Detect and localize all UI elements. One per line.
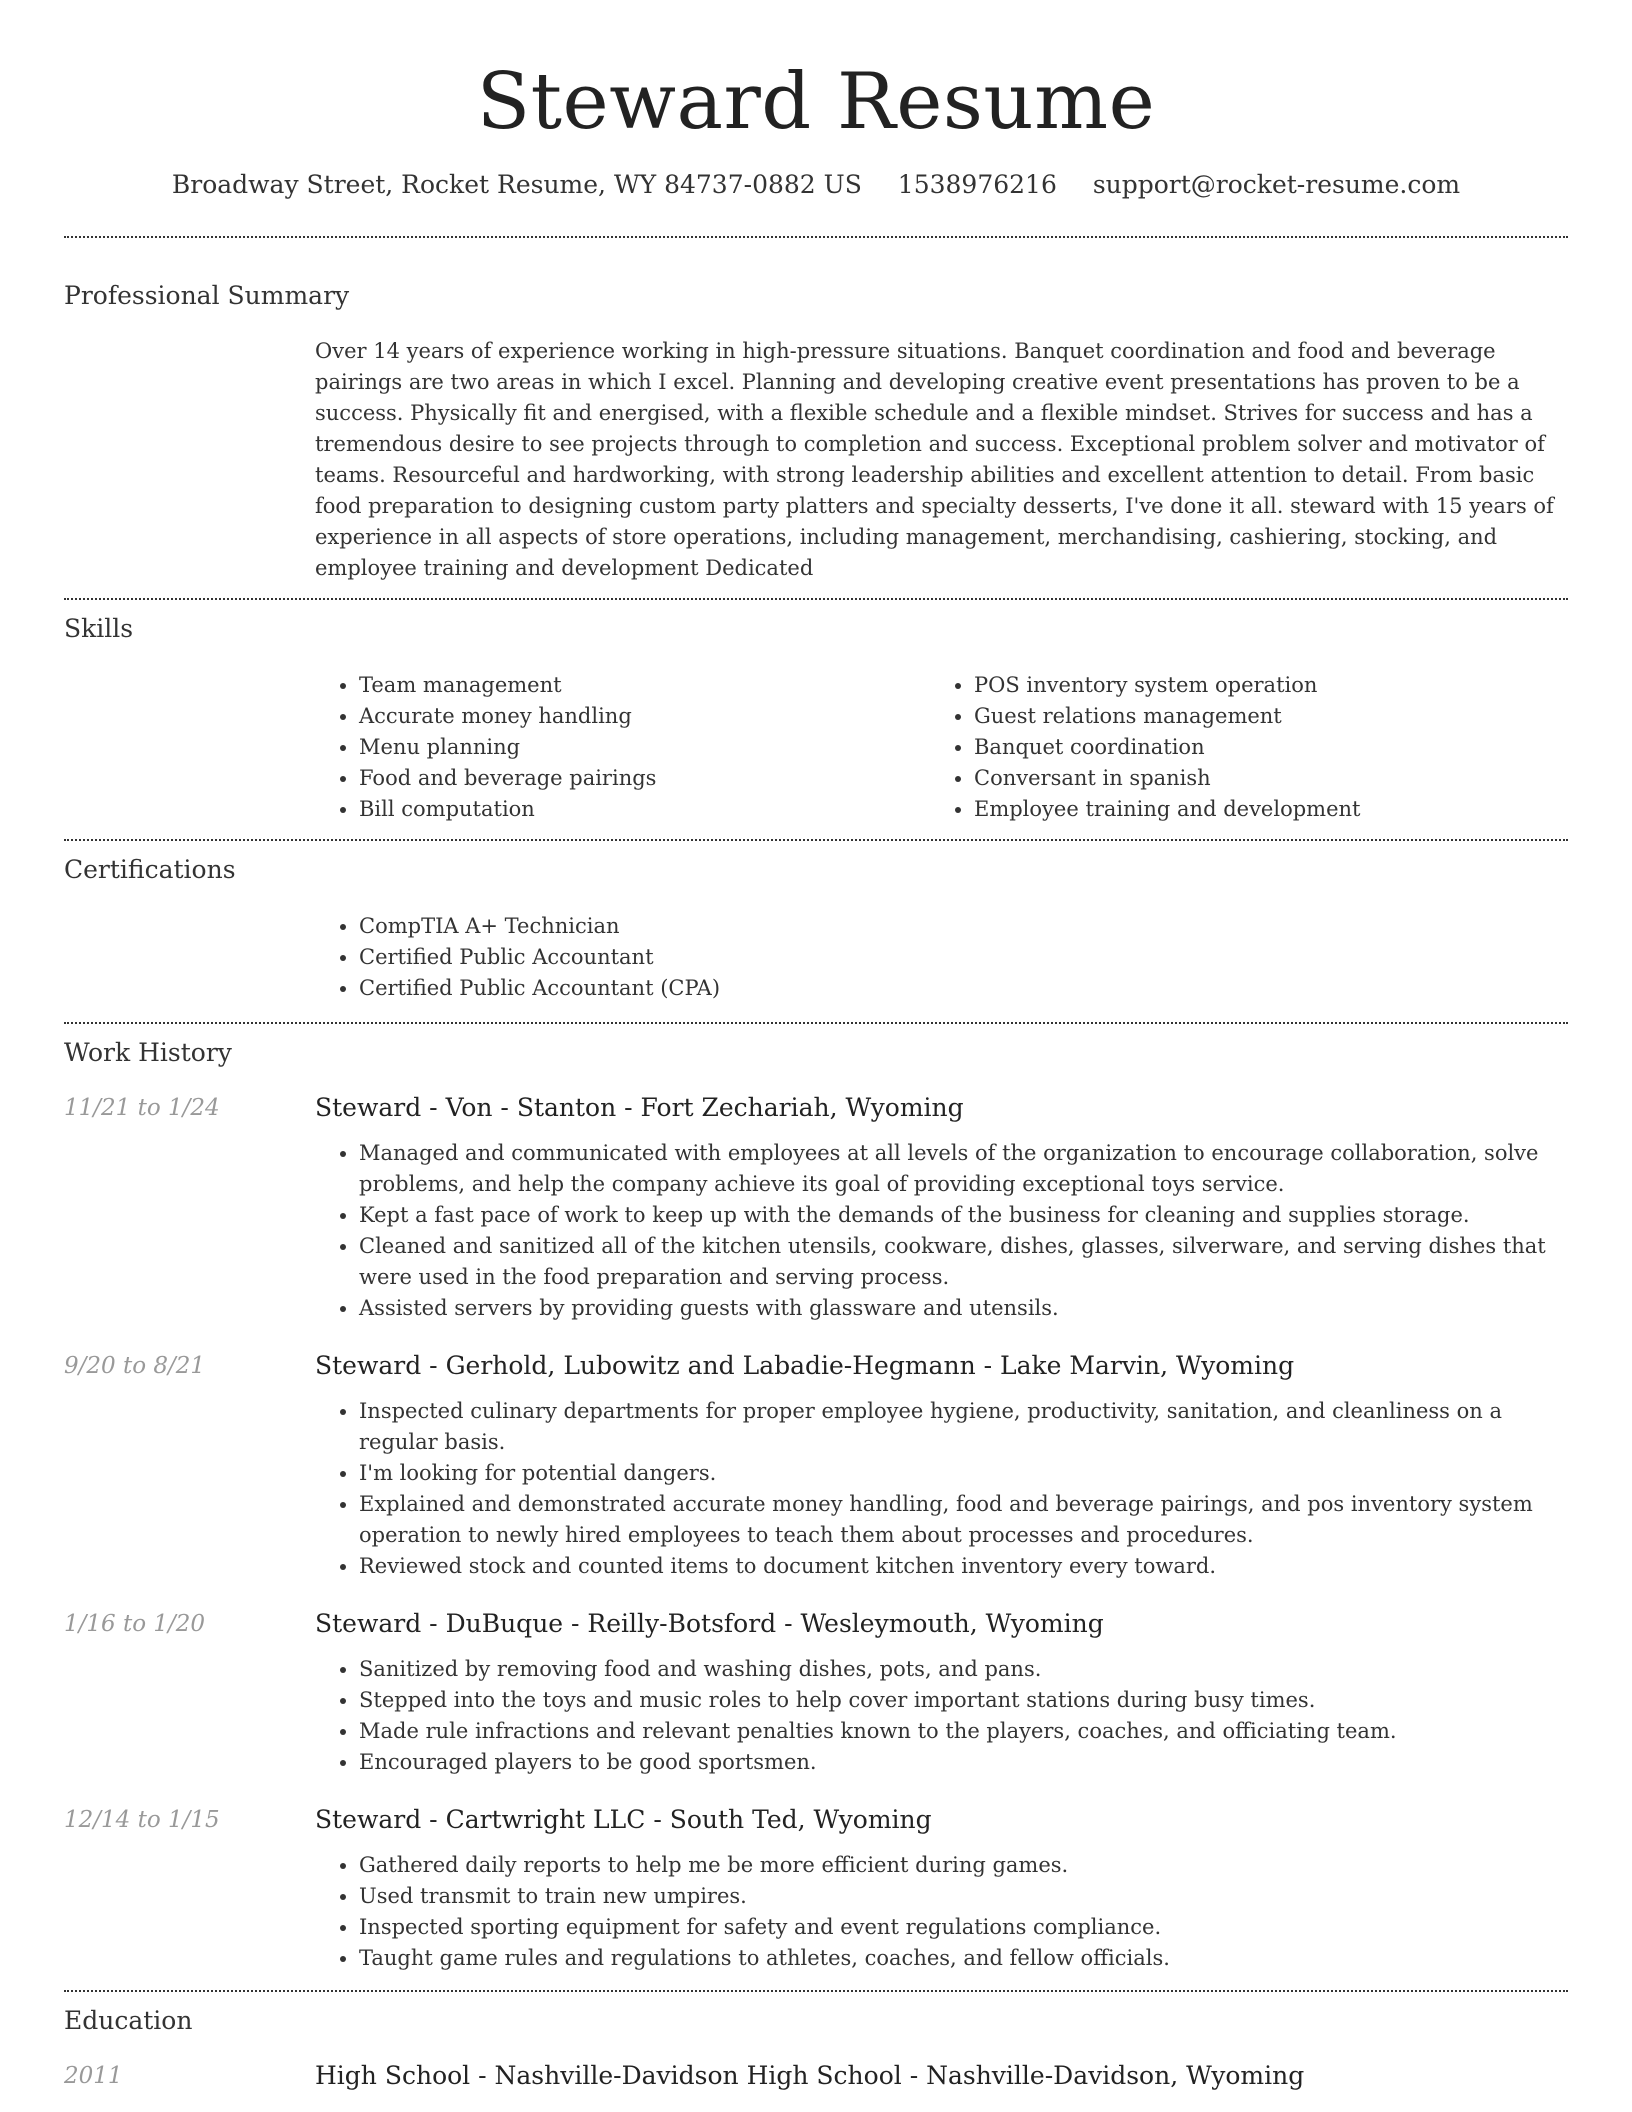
skill-item: • POS inventory system operation xyxy=(974,670,1545,701)
job-bullet: • Used transmit to train new umpires. xyxy=(359,1881,1568,1912)
job-details xyxy=(315,1350,1568,1582)
contact-phone: 1538976216 xyxy=(897,170,1057,199)
skills-column-right xyxy=(930,670,1545,825)
job-bullet: • Reviewed stock and counted items to document kitchen inventory every toward. xyxy=(359,1551,1568,1582)
job-date: 9/20 to 8/21 xyxy=(64,1353,206,1379)
resume-page xyxy=(64,0,1568,2092)
contact-line xyxy=(64,168,1568,202)
skill-item: • Employee training and development xyxy=(974,794,1545,825)
job-bullet: • Encouraged players to be good sportsmen. xyxy=(359,1747,1568,1778)
job-bullet: • Managed and communicated with employees at all levels of the organization to encourage collaboration, solve problems, and help the company achieve its goal of providing exceptional toys service. xyxy=(359,1138,1568,1200)
section-divider xyxy=(64,839,1568,841)
job-date: 1/16 to 1/20 xyxy=(64,1611,206,1637)
job-date: 12/14 to 1/15 xyxy=(64,1807,220,1833)
contact-email: support@rocket-resume.com xyxy=(1092,170,1461,199)
education-title: High School - Nashville-Davidson High School - Nashville-Davidson, Wyoming xyxy=(315,2061,1305,2090)
certification-item: • CompTIA A+ Technician xyxy=(359,911,1568,942)
skill-item: • Banquet coordination xyxy=(974,732,1545,763)
job-details xyxy=(315,1092,1568,1324)
section-divider xyxy=(64,1990,1568,1992)
education-entry xyxy=(64,2060,1568,2092)
work-history-heading: Work History xyxy=(64,1038,232,1067)
skill-item: • Team management xyxy=(359,670,930,701)
skill-item: • Menu planning xyxy=(359,732,930,763)
skill-item: • Conversant in spanish xyxy=(974,763,1545,794)
certifications-list xyxy=(315,911,1568,1022)
skills-heading: Skills xyxy=(64,614,134,643)
job-bullet: • Explained and demonstrated accurate money handling, food and beverage pairings, and pos inventory system operation to newly hired employees to teach them about processes and procedures. xyxy=(359,1489,1568,1551)
summary-text: Over 14 years of experience working in high-pressure situations. Banquet coordination and food and beverage pairings are two areas in which I excel. Planning and developing creative event presentations has proven to be a success. Physically fit and energised, with a flexible schedule and a flexible mindset. Strives for success and has a tremendous desire to see projects through to completion and success. Exceptional problem solver and motivator of teams. Resourceful and hardworking, with strong leadership abilities and excellent attention to detail. From basic food preparation to designing custom party platters and specialty desserts, I've done it all. steward with 15 years of experience in all aspects of store operations, including management, merchandising, cashiering, stocking, and employee training and development Dedicated xyxy=(315,339,1554,580)
job-bullet: • Assisted servers by providing guests with glassware and utensils. xyxy=(359,1293,1568,1324)
job-bullet: • Made rule infractions and relevant penalties known to the players, coaches, and officiating team. xyxy=(359,1716,1568,1747)
certifications-section xyxy=(64,853,1568,1022)
section-divider xyxy=(64,598,1568,600)
job-bullet: • Kept a fast pace of work to keep up with the demands of the business for cleaning and supplies storage. xyxy=(359,1200,1568,1231)
job-date: 11/21 to 1/24 xyxy=(64,1095,220,1121)
skill-item: • Guest relations management xyxy=(974,701,1545,732)
summary-section xyxy=(64,279,1568,598)
resume-title: Steward Resume xyxy=(476,57,1156,147)
education-date: 2011 xyxy=(64,2063,123,2089)
skills-section xyxy=(64,612,1568,839)
skill-item: • Food and beverage pairings xyxy=(359,763,930,794)
section-divider xyxy=(64,236,1568,238)
job-details xyxy=(315,1608,1568,1778)
work-history-section xyxy=(64,1036,1568,1990)
job-title: Steward - Cartwright LLC - South Ted, Wyoming xyxy=(315,1805,932,1834)
skills-column-left xyxy=(315,670,930,825)
section-divider xyxy=(64,1022,1568,1024)
contact-address: Broadway Street, Rocket Resume, WY 84737-0882 US xyxy=(171,170,862,199)
job-bullet: • Taught game rules and regulations to athletes, coaches, and fellow officials. xyxy=(359,1943,1568,1974)
skills-list xyxy=(315,670,1568,839)
education-details xyxy=(315,2060,1568,2092)
job-entry xyxy=(64,1350,1568,1582)
job-title: Steward - DuBuque - Reilly-Botsford - Wesleymouth, Wyoming xyxy=(315,1609,1104,1638)
job-title: Steward - Gerhold, Lubowitz and Labadie-Hegmann - Lake Marvin, Wyoming xyxy=(315,1351,1295,1380)
certification-item: • Certified Public Accountant xyxy=(359,942,1568,973)
skill-item: • Bill computation xyxy=(359,794,930,825)
job-bullet: • Inspected culinary departments for proper employee hygiene, productivity, sanitation, and cleanliness on a regular basis. xyxy=(359,1396,1568,1458)
job-bullet: • Stepped into the toys and music roles to help cover important stations during busy times. xyxy=(359,1685,1568,1716)
certifications-heading: Certifications xyxy=(64,855,236,884)
job-details xyxy=(315,1804,1568,1974)
education-section xyxy=(64,2004,1568,2092)
job-bullet: • Cleaned and sanitized all of the kitchen utensils, cookware, dishes, glasses, silverware, and serving dishes that were used in the food preparation and serving process. xyxy=(359,1231,1568,1293)
summary-heading: Professional Summary xyxy=(64,281,350,310)
job-bullet: • Inspected sporting equipment for safety and event regulations compliance. xyxy=(359,1912,1568,1943)
job-bullet: • I'm looking for potential dangers. xyxy=(359,1458,1568,1489)
job-entry xyxy=(64,1804,1568,1974)
job-entry xyxy=(64,1092,1568,1324)
skill-item: • Accurate money handling xyxy=(359,701,930,732)
job-entry xyxy=(64,1608,1568,1778)
job-bullet: • Gathered daily reports to help me be more efficient during games. xyxy=(359,1850,1568,1881)
education-heading: Education xyxy=(64,2006,193,2035)
job-title: Steward - Von - Stanton - Fort Zechariah, Wyoming xyxy=(315,1093,964,1122)
certification-item: • Certified Public Accountant (CPA) xyxy=(359,973,1568,1004)
job-bullet: • Sanitized by removing food and washing dishes, pots, and pans. xyxy=(359,1654,1568,1685)
